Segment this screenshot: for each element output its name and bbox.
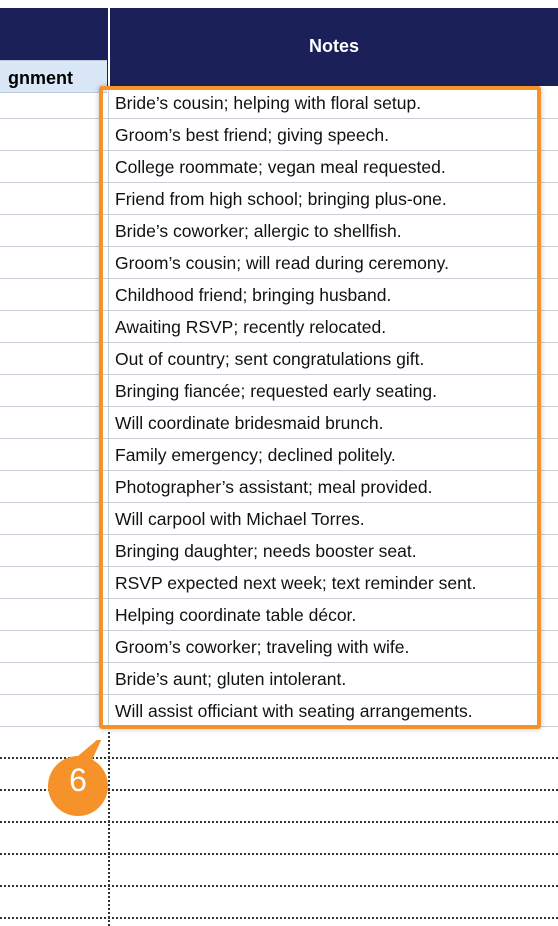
column-header-notes-label: Notes bbox=[308, 36, 359, 56]
assignment-cell[interactable] bbox=[0, 215, 108, 247]
note-text: Awaiting RSVP; recently relocated. bbox=[115, 317, 387, 337]
assignment-cell[interactable] bbox=[0, 631, 108, 663]
assignment-cell[interactable] bbox=[0, 599, 108, 631]
assignment-cell[interactable] bbox=[0, 87, 108, 119]
assignment-cell[interactable] bbox=[0, 407, 108, 439]
assignment-cell[interactable] bbox=[0, 375, 108, 407]
assignment-cell[interactable] bbox=[0, 695, 108, 727]
assignment-cell[interactable] bbox=[0, 279, 108, 311]
note-text: Bride’s coworker; allergic to shellfish. bbox=[115, 221, 402, 241]
note-text: Out of country; sent congratulations gift. bbox=[115, 349, 425, 369]
assignment-cell[interactable] bbox=[0, 119, 108, 151]
assignment-cell[interactable] bbox=[0, 535, 108, 567]
note-text: Family emergency; declined politely. bbox=[115, 445, 396, 465]
note-text: Photographer’s assistant; meal provided. bbox=[115, 477, 433, 497]
note-text: Groom’s coworker; traveling with wife. bbox=[115, 637, 410, 657]
empty-row[interactable] bbox=[0, 855, 558, 887]
note-text: Bride’s aunt; gluten intolerant. bbox=[115, 669, 347, 689]
note-text: College roommate; vegan meal requested. bbox=[115, 157, 446, 177]
column-header-assignment-label: gnment bbox=[8, 68, 73, 88]
note-text: Bride’s cousin; helping with floral setup. bbox=[115, 93, 422, 113]
assignment-cell[interactable] bbox=[0, 503, 108, 535]
assignment-cell[interactable] bbox=[0, 151, 108, 183]
assignment-cell[interactable] bbox=[0, 439, 108, 471]
note-text: Helping coordinate table décor. bbox=[115, 605, 357, 625]
assignment-cell[interactable] bbox=[0, 471, 108, 503]
note-text: Groom’s cousin; will read during ceremony. bbox=[115, 253, 449, 273]
column-header-assignment[interactable] bbox=[0, 8, 108, 86]
step-callout-badge bbox=[48, 740, 108, 818]
note-text: Will assist officiant with seating arrangements. bbox=[115, 701, 473, 721]
note-text: RSVP expected next week; text reminder sent. bbox=[115, 573, 477, 593]
callout-number: 6 bbox=[69, 762, 87, 798]
note-text: Friend from high school; bringing plus-one. bbox=[115, 189, 447, 209]
note-text: Will coordinate bridesmaid brunch. bbox=[115, 413, 384, 433]
assignment-cell[interactable] bbox=[0, 311, 108, 343]
assignment-cell[interactable] bbox=[0, 343, 108, 375]
assignment-cell[interactable] bbox=[0, 567, 108, 599]
note-text: Childhood friend; bringing husband. bbox=[115, 285, 392, 305]
note-text: Bringing daughter; needs booster seat. bbox=[115, 541, 417, 561]
column-header-notes[interactable] bbox=[110, 8, 558, 86]
assignment-cell[interactable] bbox=[0, 663, 108, 695]
assignment-cell[interactable] bbox=[0, 183, 108, 215]
assignment-cell[interactable] bbox=[0, 247, 108, 279]
column-gridline-dotted bbox=[108, 727, 110, 926]
note-text: Bringing fiancée; requested early seating. bbox=[115, 381, 438, 401]
empty-row[interactable] bbox=[0, 823, 558, 855]
note-text: Groom’s best friend; giving speech. bbox=[115, 125, 389, 145]
notes-highlight-box bbox=[99, 86, 541, 729]
note-text: Will carpool with Michael Torres. bbox=[115, 509, 365, 529]
empty-row[interactable] bbox=[0, 887, 558, 919]
